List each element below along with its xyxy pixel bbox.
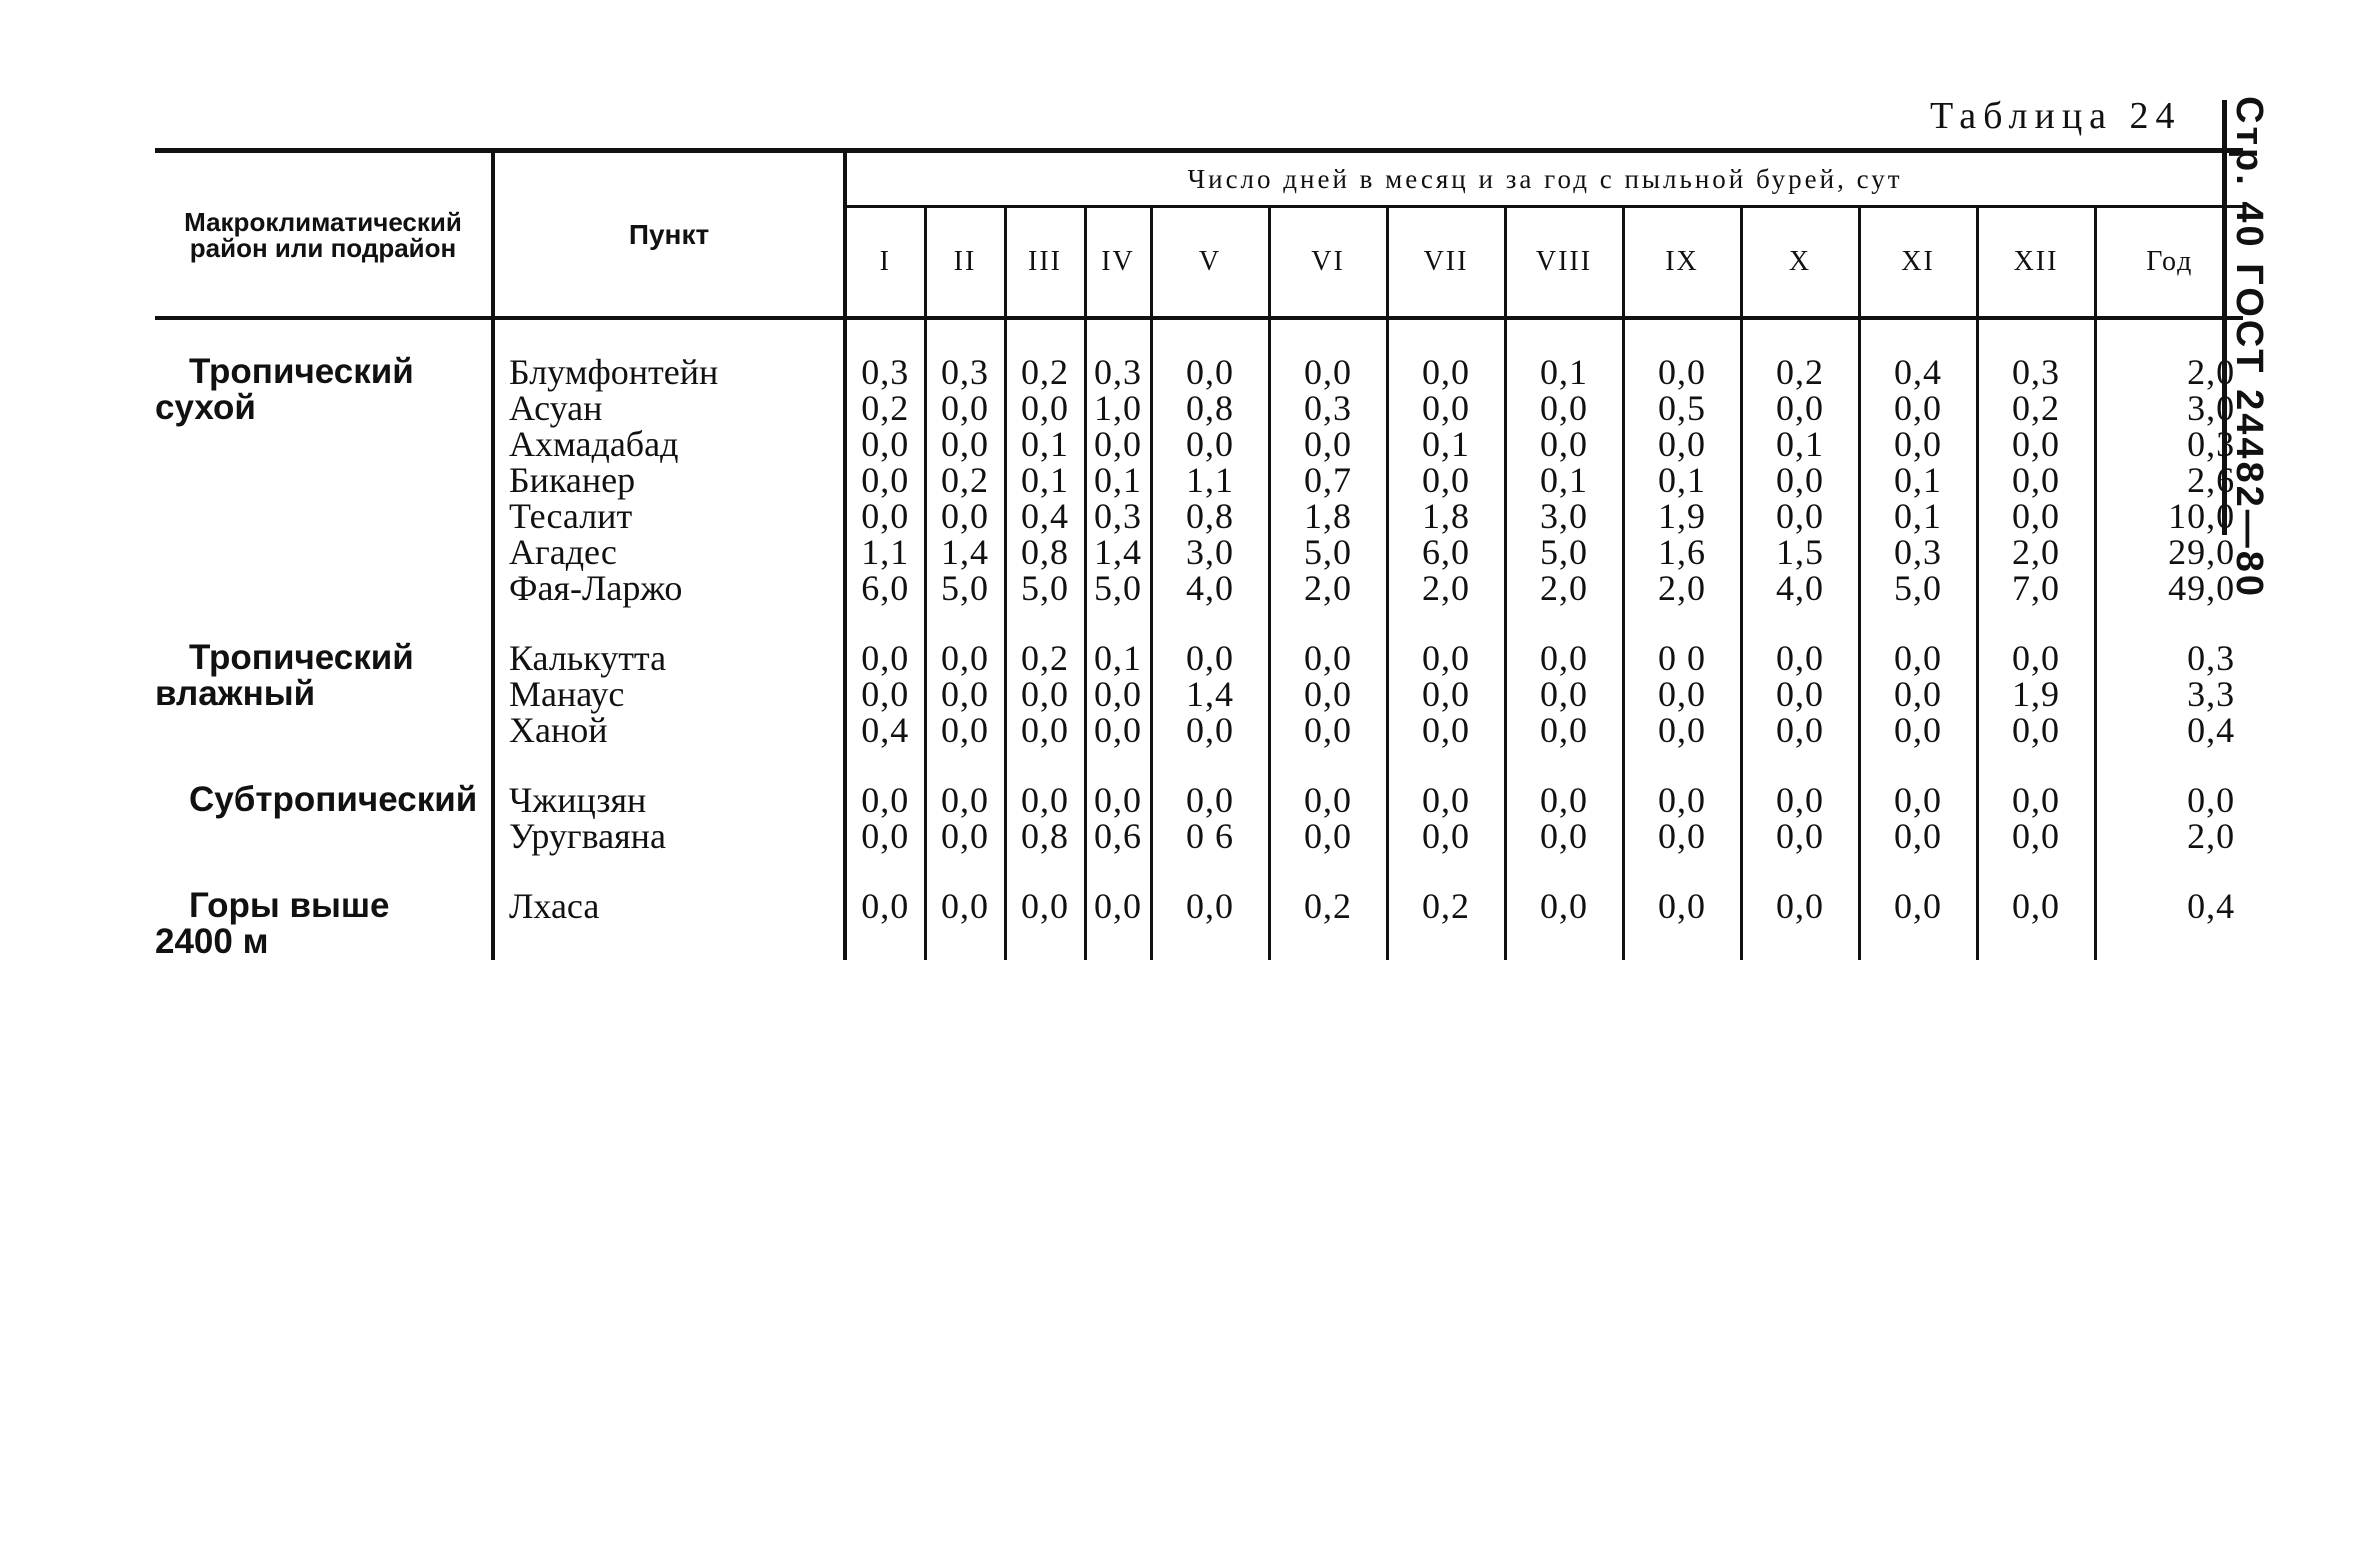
value-cell: 0,2 0,0 0,1 0,1 0,4 0,8 5,0 [1005,318,1085,606]
value-cell: 0,0 0,0 0,0 [925,606,1005,748]
header-month: XII [1977,207,2095,319]
value-cell: 0,0 0,6 [1085,748,1151,854]
region-label: Тропический [189,352,414,391]
value-cell: 0,0 [1859,854,1977,960]
region-label: Субтропический [189,780,478,819]
value-cell: 0,2 0,0 0,1 0,0 0,0 1,5 4,0 [1741,318,1859,606]
value-cell: 0,0 0,0 0,0 [1859,606,1977,748]
value-cell: 0,0 0,0 [1741,748,1859,854]
region-label: 2400 м [155,922,269,961]
value-cell: 0,0 1,4 0,0 [1151,606,1269,748]
value-cell: 0,0 [1085,854,1151,960]
value-cell: 0,0 0,5 0,0 0,1 1,9 1,6 2,0 [1623,318,1741,606]
table-row-group [155,318,2243,606]
value-cell: 0,0 0,0 [1977,748,2095,854]
value-cell: 0 0 0,0 0,0 [1623,606,1741,748]
header-point: Пункт [493,151,845,319]
header-year: Год [2095,207,2243,319]
value-cell: 0,0 0,0 0,0 [1505,606,1623,748]
header-month: II [925,207,1005,319]
value-cell: 0,0 [1741,854,1859,960]
year-cell: 0,0 2,0 [2095,748,2243,854]
value-cell: 0,0 [845,854,925,960]
header-month: VII [1387,207,1505,319]
value-cell: 0,0 1,9 0,0 [1977,606,2095,748]
header-month: XI [1859,207,1977,319]
value-cell: 0,0 [1005,854,1085,960]
region-label: сухой [155,388,256,427]
value-cell: 0,0 0 6 [1151,748,1269,854]
value-cell: 0,3 0,2 0,0 0,0 0,0 2,0 7,0 [1977,318,2095,606]
value-cell: 0,0 [1977,854,2095,960]
point-list: Калькутта Манаус Ханой [493,606,845,748]
value-cell: 0,0 0,0 0,1 0,0 1,8 6,0 2,0 [1387,318,1505,606]
region-label: Горы выше [189,886,390,925]
header-month: I [845,207,925,319]
header-month: X [1741,207,1859,319]
value-cell: 0,2 0,0 0,0 [1005,606,1085,748]
region-cell [155,854,493,960]
page-side-label: Стр. 40 ГОСТ 24482—80 [2228,96,2270,600]
value-cell: 0,0 [1623,854,1741,960]
year-cell: 0,4 [2095,854,2243,960]
point-list: Блумфонтейн Асуан Ахмадабад Биканер Тесалит Агадес Фая-Ларжо [493,318,845,606]
header-month: VIII [1505,207,1623,319]
header-month: III [1005,207,1085,319]
value-cell: 0,0 0,8 [1005,748,1085,854]
value-cell: 0,2 [1269,854,1387,960]
header-region: Макроклиматический район или подрайон [155,151,493,319]
value-cell: 0,0 [1505,854,1623,960]
value-cell: 0,3 0,0 0,0 0,2 0,0 1,4 5,0 [925,318,1005,606]
region-cell [155,748,493,854]
year-cell: 0,3 3,3 0,4 [2095,606,2243,748]
value-cell: 0,2 [1387,854,1505,960]
value-cell: 0,0 0,0 0,4 [845,606,925,748]
region-cell [155,318,493,606]
value-cell: 0,0 0,0 [1269,748,1387,854]
value-cell: 0,1 0,0 0,0 0,1 3,0 5,0 2,0 [1505,318,1623,606]
value-cell: 0,0 0,0 [925,748,1005,854]
table-caption: Таблица 24 [1930,95,2182,137]
value-cell: 0,0 0,0 [845,748,925,854]
region-label: влажный [155,674,316,713]
header-group: Число дней в месяц и за год с пыльной бурей, сут [845,151,2243,207]
value-cell: 0,1 0,0 0,0 [1085,606,1151,748]
value-cell: 0,0 0,0 [1623,748,1741,854]
value-cell: 0,0 0,0 [1859,748,1977,854]
point-list: Лхаса [493,854,845,960]
value-cell: 0,4 0,0 0,0 0,1 0,1 0,3 5,0 [1859,318,1977,606]
value-cell: 0,0 [1151,854,1269,960]
header-month: IV [1085,207,1151,319]
region-label: Тропический [189,638,414,677]
point-list: Чжицзян Уругваяна [493,748,845,854]
header-month: IX [1623,207,1741,319]
year-cell: 2,0 3,0 0,3 2,6 10,0 29,0 49,0 [2095,318,2243,606]
dust-storm-table [155,148,2243,960]
region-cell [155,606,493,748]
header-month: VI [1269,207,1387,319]
header-month: V [1151,207,1269,319]
value-cell: 0,0 0,0 0,0 [1387,606,1505,748]
table-row-group [155,748,2243,854]
value-cell: 0,3 1,0 0,0 0,1 0,3 1,4 5,0 [1085,318,1151,606]
table-row-group [155,854,2243,960]
value-cell: 0,0 0,0 [1505,748,1623,854]
value-cell: 0,0 0,8 0,0 1,1 0,8 3,0 4,0 [1151,318,1269,606]
value-cell: 0,0 0,0 [1387,748,1505,854]
value-cell: 0,0 0,0 0,0 [1741,606,1859,748]
value-cell: 0,0 0,3 0,0 0,7 1,8 5,0 2,0 [1269,318,1387,606]
value-cell: 0,3 0,2 0,0 0,0 0,0 1,1 6,0 [845,318,925,606]
value-cell: 0,0 [925,854,1005,960]
value-cell: 0,0 0,0 0,0 [1269,606,1387,748]
table-row-group [155,606,2243,748]
